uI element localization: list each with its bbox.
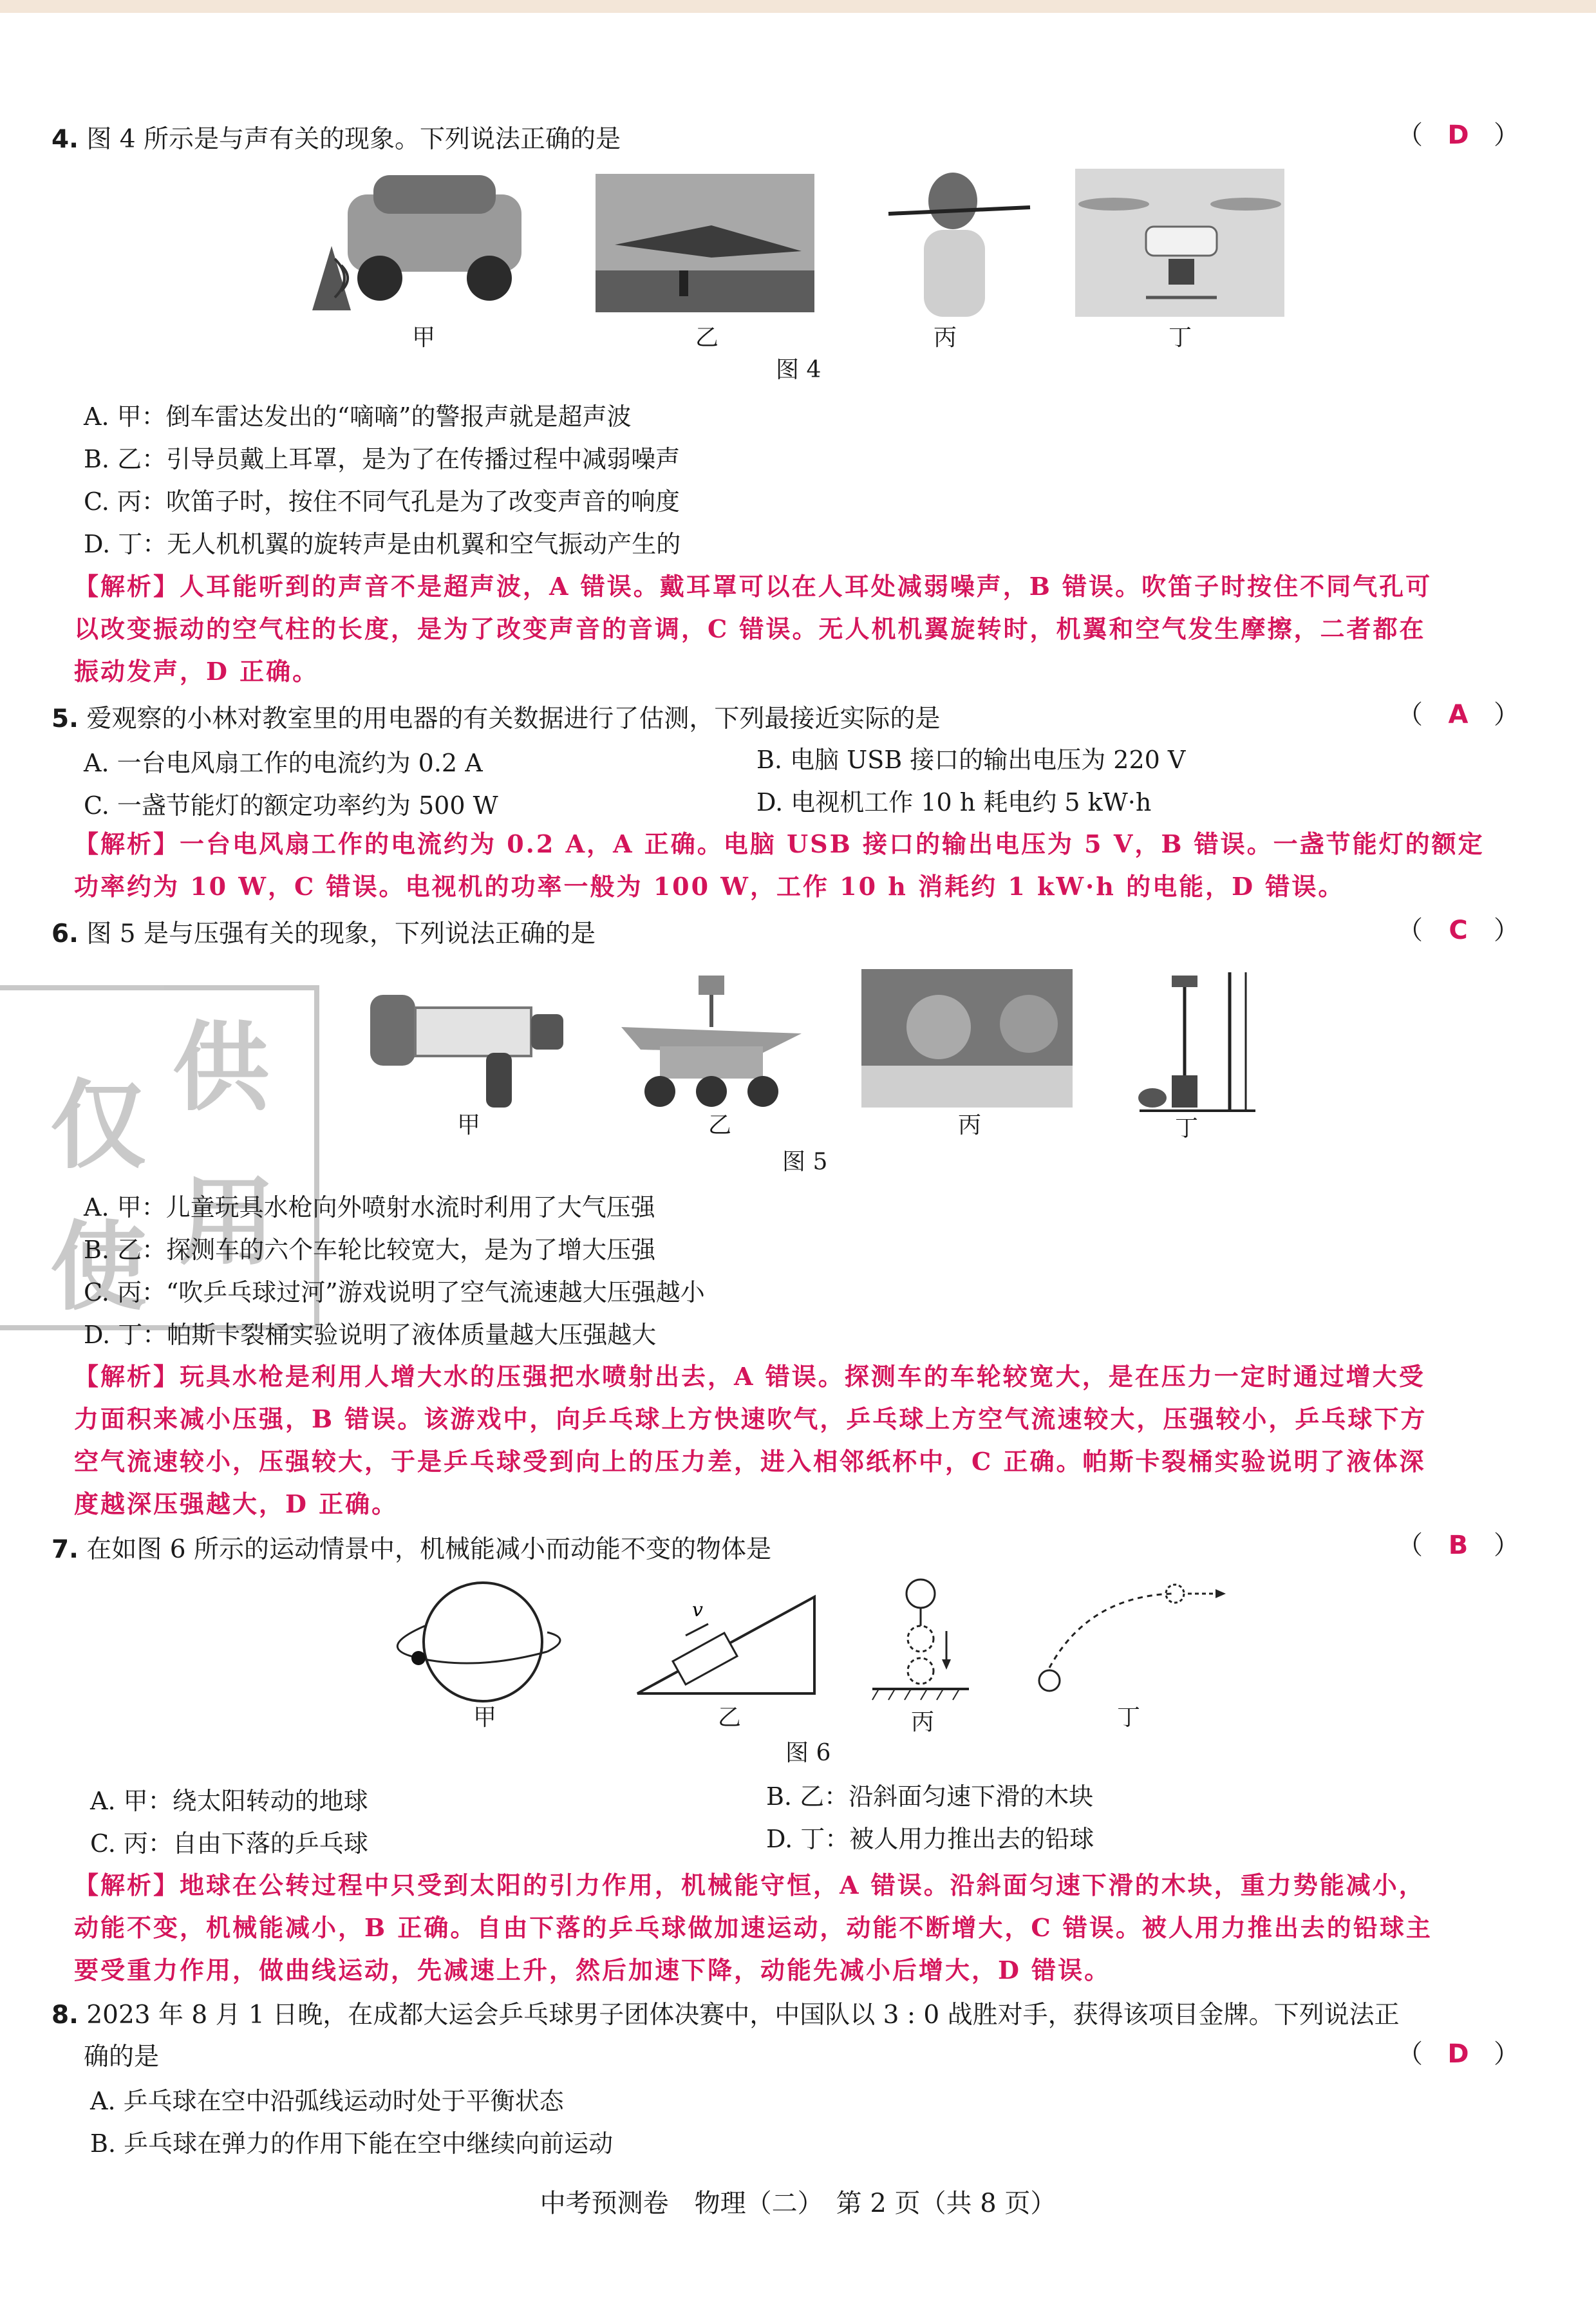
figure-6-caption: 图 6 <box>785 1740 831 1766</box>
figure-5-caption: 图 5 <box>782 1149 828 1175</box>
figure-4-label-jia: 甲 <box>412 325 436 351</box>
question-7-option-b: B. 乙：沿斜面匀速下滑的木块 <box>766 1782 1094 1811</box>
question-5-option-b: B. 电脑 USB 接口的输出电压为 220 V <box>756 746 1186 774</box>
falling-ball-diagram <box>869 1574 972 1703</box>
pascal-barrel-image <box>1133 966 1262 1114</box>
question-7-option-d: D. 丁：被人用力推出去的铅球 <box>766 1825 1094 1853</box>
question-8-answer: （ D ） <box>1397 2039 1519 2069</box>
question-5-stem: 5. 爱观察的小林对教室里的用电器的有关数据进行了估测，下列最接近实际的是 <box>52 704 941 733</box>
question-5-answer: （ A ） <box>1397 700 1519 730</box>
water-gun-image <box>357 976 576 1111</box>
figure-6-label-jia: 甲 <box>473 1704 497 1731</box>
figure-6-label-bing: 丙 <box>911 1709 935 1735</box>
question-4-stem: 4. 图 4 所示是与声有关的现象。下列说法正确的是 <box>52 125 621 154</box>
stamp-char: 仅 <box>50 1069 147 1182</box>
question-5-option-a: A. 一台电风扇工作的电流约为 0.2 A <box>84 749 483 777</box>
incline-block-diagram <box>634 1584 821 1700</box>
figure-6-label-yi: 乙 <box>718 1704 742 1731</box>
question-7-explanation-line-1: 【解析】地球在公转过程中只受到太阳的引力作用，机械能守恒，A 错误。沿斜面匀速下滑的木块，重力势能减小， <box>74 1871 1425 1900</box>
question-4-explanation-line-2: 以改变振动的空气柱的长度，是为了改变声音的音调，C 错误。无人机机翼旋转时，机翼和空气发生摩擦，二者都在 <box>74 614 1426 643</box>
drone-image <box>1075 169 1284 317</box>
question-5-option-d: D. 电视机工作 10 h 耗电约 5 kW·h <box>756 788 1152 816</box>
shot-put-trajectory-diagram <box>1030 1571 1236 1700</box>
question-6-explanation-line-3: 空气流速较小，压强较大，于是乒乓球受到向上的压力差，进入相邻纸杯中，C 正确。帕斯卡裂桶实验说明了液体深 <box>74 1447 1426 1476</box>
question-4-explanation-line-1: 【解析】人耳能听到的声音不是超声波，A 错误。戴耳罩可以在人耳处减弱噪声，B 错误。吹笛子时按住不同气孔可 <box>74 572 1432 601</box>
figure-4-label-ding: 丁 <box>1169 325 1192 351</box>
blowing-ping-pong-image <box>861 969 1073 1108</box>
question-7-option-c: C. 丙：自由下落的乒乓球 <box>90 1829 368 1858</box>
figure-4-caption: 图 4 <box>776 357 821 383</box>
figure-6-label-ding: 丁 <box>1117 1704 1141 1731</box>
question-4-explanation-line-3: 振动发声，D 正确。 <box>74 657 319 686</box>
question-7-explanation-line-3: 要受重力作用，做曲线运动，先减速上升，然后加速下降，动能先减小后增大，D 错误。 <box>74 1956 1111 1985</box>
question-4-option-b: B. 乙：引导员戴上耳罩，是为了在传播过程中减弱噪声 <box>84 445 681 473</box>
figure-5-label-ding: 丁 <box>1175 1115 1199 1142</box>
question-4-option-a: A. 甲：倒车雷达发出的“嘀嘀”的警报声就是超声波 <box>84 402 632 431</box>
stamp-char: 供 <box>173 1011 270 1124</box>
question-4-option-d: D. 丁：无人机机翼的旋转声是由机翼和空气振动产生的 <box>84 530 681 558</box>
question-5-explanation-line-2: 功率约为 10 W，C 错误。电视机的功率一般为 100 W，工作 10 h 消耗约 1 kW·h 的电能，D 错误。 <box>74 872 1345 901</box>
question-8-option-a: A. 乒乓球在空中沿弧线运动时处于平衡状态 <box>90 2087 564 2115</box>
question-6-answer: （ C ） <box>1397 916 1519 945</box>
question-4-answer: （ D ） <box>1397 120 1519 150</box>
question-5-option-c: C. 一盏节能灯的额定功率约为 500 W <box>84 791 498 820</box>
car-reversing-radar-image <box>303 169 547 317</box>
stamp-char: 使 <box>50 1211 147 1324</box>
earth-orbit-diagram <box>386 1578 567 1706</box>
question-7-option-a: A. 甲：绕太阳转动的地球 <box>90 1787 368 1815</box>
rover-image <box>615 969 808 1111</box>
question-4-option-c: C. 丙：吹笛子时，按住不同气孔是为了改变声音的响度 <box>84 487 680 516</box>
question-7-answer: （ B ） <box>1397 1531 1519 1560</box>
figure-5-label-yi: 乙 <box>708 1112 732 1138</box>
question-6-explanation-line-2: 力面积来减小压强，B 错误。该游戏中，向乒乓球上方快速吹气，乒乓球上方空气流速较大，压强较小，乒乓球下方 <box>74 1404 1427 1433</box>
question-8-option-b: B. 乒乓球在弹力的作用下能在空中继续向前运动 <box>90 2129 614 2158</box>
figure-5-label-bing: 丙 <box>958 1112 982 1138</box>
question-5-explanation-line-1: 【解析】一台电风扇工作的电流约为 0.2 A，A 正确。电脑 USB 接口的输出电压为 5 V，B 错误。一盏节能灯的额定 <box>74 829 1485 858</box>
question-8-stem-line-2: 确的是 <box>84 2042 160 2071</box>
question-7-stem: 7. 在如图 6 所示的运动情景中，机械能减小而动能不变的物体是 <box>52 1535 771 1564</box>
question-6-option-a: A. 甲：儿童玩具水枪向外喷射水流时利用了大气压强 <box>84 1193 655 1221</box>
question-6-option-b: B. 乙：探测车的六个车轮比较宽大，是为了增大压强 <box>84 1236 656 1264</box>
page-footer: 中考预测卷 物理（二） 第 2 页（共 8 页） <box>540 2189 1056 2218</box>
flute-player-image <box>876 169 1037 317</box>
question-6-option-d: D. 丁：帕斯卡裂桶实验说明了液体质量越大压强越大 <box>84 1321 657 1349</box>
carrier-jet-image <box>596 174 814 312</box>
question-6-explanation-line-1: 【解析】玩具水枪是利用人增大水的压强把水喷射出去，A 错误。探测车的车轮较宽大，是在压力一定时通过增大受 <box>74 1362 1425 1391</box>
question-6-stem: 6. 图 5 是与压强有关的现象，下列说法正确的是 <box>52 920 596 948</box>
figure-5-label-jia: 甲 <box>457 1112 481 1138</box>
stamp-char: 用 <box>179 1165 276 1279</box>
question-8-stem-line-1: 8. 2023 年 8 月 1 日晚，在成都大运会乒乓球男子团体决赛中，中国队以 3 : 0 战胜对手，获得该项目金牌。下列说法正 <box>52 2001 1400 2030</box>
page-top-edge <box>0 0 1596 13</box>
figure-4-label-yi: 乙 <box>695 325 719 351</box>
question-7-explanation-line-2: 动能不变，机械能减小，B 正确。自由下落的乒乓球做加速运动，动能不断增大，C 错误。被人用力推出去的铅球主 <box>74 1913 1432 1942</box>
velocity-label: v <box>692 1599 703 1621</box>
question-6-option-c: C. 丙：“吹乒乓球过河”游戏说明了空气流速越大压强越小 <box>84 1278 705 1306</box>
figure-4-label-bing: 丙 <box>934 325 957 351</box>
question-6-explanation-line-4: 度越深压强越大，D 正确。 <box>74 1489 399 1518</box>
